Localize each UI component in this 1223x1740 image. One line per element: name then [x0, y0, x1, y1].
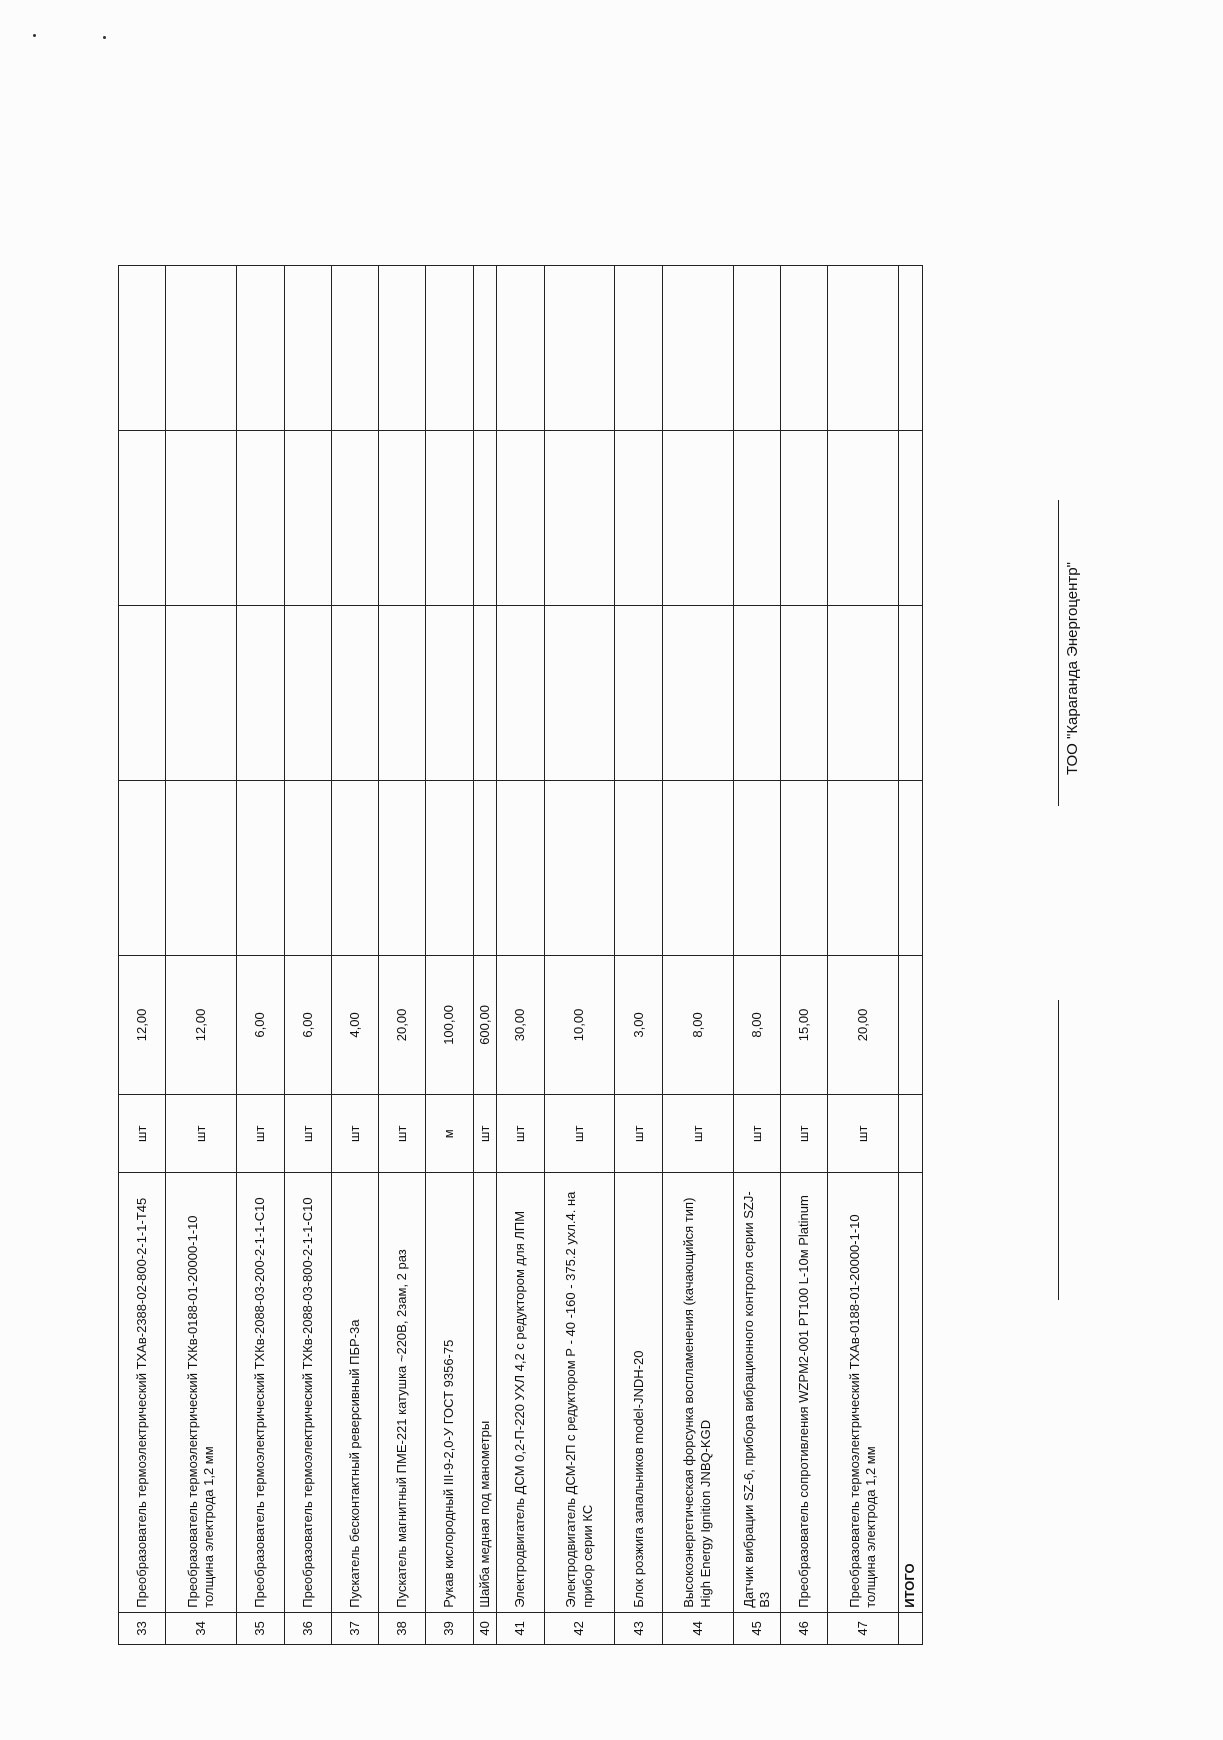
row-number: 39	[426, 1612, 473, 1644]
empty-cell	[497, 606, 544, 781]
row-number: 43	[615, 1612, 662, 1644]
empty-cell	[166, 266, 237, 431]
empty-cell	[426, 780, 473, 955]
empty-cell	[780, 606, 827, 781]
empty-cell	[662, 431, 733, 606]
empty-cell	[119, 606, 166, 781]
empty-cell	[284, 431, 331, 606]
empty-cell	[780, 266, 827, 431]
unit: шт	[237, 1095, 284, 1173]
row-number: 34	[166, 1612, 237, 1644]
empty-cell	[733, 431, 780, 606]
empty-cell	[379, 780, 426, 955]
signature-line	[1058, 500, 1059, 806]
unit: м	[426, 1095, 473, 1173]
table-row	[119, 266, 166, 1645]
empty-cell	[780, 431, 827, 606]
empty-cell	[497, 780, 544, 955]
empty-cell	[284, 780, 331, 955]
quantity: 12,00	[119, 955, 166, 1095]
row-number: 46	[780, 1612, 827, 1644]
total-label: ИТОГО	[899, 1173, 923, 1613]
item-name: Пускатель бесконтактный реверсивный ПБР-3а	[331, 1173, 378, 1613]
table-row	[662, 266, 733, 1645]
empty-cell	[733, 780, 780, 955]
empty-cell	[379, 606, 426, 781]
row-number: 40	[473, 1612, 497, 1644]
unit: шт	[733, 1095, 780, 1173]
quantity: 8,00	[662, 955, 733, 1095]
unit: шт	[331, 1095, 378, 1173]
empty-cell	[899, 606, 923, 781]
unit: шт	[615, 1095, 662, 1173]
quantity: 15,00	[780, 955, 827, 1095]
empty-cell	[662, 780, 733, 955]
empty-cell	[473, 606, 497, 781]
empty-cell	[379, 431, 426, 606]
item-name: Преобразователь термоэлектрический ТХКв-0188-01-20000-1-10 толщина электрода 1,2 мм	[166, 1173, 237, 1613]
row-number: 45	[733, 1612, 780, 1644]
empty-cell	[473, 266, 497, 431]
empty-cell	[426, 606, 473, 781]
empty-cell	[899, 431, 923, 606]
empty-cell	[615, 780, 662, 955]
empty-cell	[615, 606, 662, 781]
empty-cell	[379, 266, 426, 431]
unit: шт	[828, 1095, 899, 1173]
empty-cell	[828, 606, 899, 781]
rotated-table-block	[118, 265, 923, 1645]
item-name: Высокоэнергетическая форсунка воспламенения (качающийся тип) High Energy Ignition JNBQ-KGD	[662, 1173, 733, 1613]
item-name: Преобразователь сопротивления WZPM2-001 PT100 L-10м Platinum	[780, 1173, 827, 1613]
empty-cell	[733, 606, 780, 781]
row-number: 36	[284, 1612, 331, 1644]
row-number: 38	[379, 1612, 426, 1644]
empty-cell	[497, 431, 544, 606]
table-row	[828, 266, 899, 1645]
empty-cell	[662, 606, 733, 781]
empty-cell	[166, 780, 237, 955]
unit: шт	[166, 1095, 237, 1173]
empty-cell	[331, 431, 378, 606]
item-name: Датчик вибрации SZ-6, прибора вибрационного контроля серии SZJ-B3	[733, 1173, 780, 1613]
empty-cell	[662, 266, 733, 431]
empty-cell	[331, 780, 378, 955]
quantity: 10,00	[544, 955, 615, 1095]
item-name: Электродвигатель ДСМ 0,2-П-220 УХЛ 4,2 с редуктором для ЛПМ	[497, 1173, 544, 1613]
table-row	[284, 266, 331, 1645]
unit: шт	[379, 1095, 426, 1173]
empty-cell	[828, 780, 899, 955]
table-row	[426, 266, 473, 1645]
empty-cell	[828, 431, 899, 606]
total-row	[899, 266, 923, 1645]
unit: шт	[497, 1095, 544, 1173]
empty-cell	[473, 431, 497, 606]
empty-cell	[237, 266, 284, 431]
row-number: 42	[544, 1612, 615, 1644]
item-name: Рукав кислородный III-9-2,0-У ГОСТ 9356-75	[426, 1173, 473, 1613]
quantity: 8,00	[733, 955, 780, 1095]
item-name: Пускатель магнитный ПМЕ-221 катушка ~220В, 2зам, 2 раз	[379, 1173, 426, 1613]
empty-cell	[284, 606, 331, 781]
item-name: Электродвигатель ДСМ-2П с редуктором Р - 40 -160 - 375.2 ухл.4. на прибор серии КС	[544, 1173, 615, 1613]
empty-cell	[544, 431, 615, 606]
unit: шт	[780, 1095, 827, 1173]
table-row	[166, 266, 237, 1645]
empty-cell	[615, 431, 662, 606]
signature-line	[1058, 1000, 1059, 1300]
row-number	[899, 1612, 923, 1644]
empty-cell	[899, 266, 923, 431]
quantity: 600,00	[473, 955, 497, 1095]
item-name: Преобразователь термоэлектрический ТХАв-2388-02-800-2-1-1-Т45	[119, 1173, 166, 1613]
scan-speck	[33, 34, 36, 37]
table-row	[733, 266, 780, 1645]
table-row	[615, 266, 662, 1645]
empty-cell	[166, 431, 237, 606]
empty-cell	[497, 266, 544, 431]
table-row	[780, 266, 827, 1645]
organization-name: ТОО "Караганда Энергоцентр"	[1064, 562, 1081, 775]
item-name: Преобразователь термоэлектрический ТХКв-2088-03-200-2-1-1-С10	[237, 1173, 284, 1613]
empty-cell	[426, 266, 473, 431]
row-number: 41	[497, 1612, 544, 1644]
row-number: 33	[119, 1612, 166, 1644]
row-number: 35	[237, 1612, 284, 1644]
empty-cell	[284, 266, 331, 431]
quantity: 3,00	[615, 955, 662, 1095]
empty-cell	[544, 606, 615, 781]
empty-cell	[426, 431, 473, 606]
row-number: 47	[828, 1612, 899, 1644]
table-row	[237, 266, 284, 1645]
empty-cell	[237, 780, 284, 955]
unit: шт	[119, 1095, 166, 1173]
empty-cell	[615, 266, 662, 431]
quantity	[899, 955, 923, 1095]
scan-speck	[103, 36, 106, 39]
quantity: 100,00	[426, 955, 473, 1095]
item-name: Преобразователь термоэлектрический ТХАв-0188-01-20000-1-10 толщина электрода 1,2 мм	[828, 1173, 899, 1613]
empty-cell	[331, 266, 378, 431]
empty-cell	[331, 606, 378, 781]
signature-block	[1058, 500, 1098, 1300]
empty-cell	[237, 431, 284, 606]
table-row	[379, 266, 426, 1645]
unit: шт	[473, 1095, 497, 1173]
unit: шт	[662, 1095, 733, 1173]
table-row	[544, 266, 615, 1645]
row-number: 37	[331, 1612, 378, 1644]
empty-cell	[780, 780, 827, 955]
empty-cell	[119, 780, 166, 955]
table-body	[119, 266, 923, 1645]
empty-cell	[733, 266, 780, 431]
row-number: 44	[662, 1612, 733, 1644]
item-name: Блок розжига запальников model-JNDH-20	[615, 1173, 662, 1613]
empty-cell	[899, 780, 923, 955]
specification-table	[118, 265, 923, 1645]
empty-cell	[119, 266, 166, 431]
quantity: 12,00	[166, 955, 237, 1095]
unit: шт	[284, 1095, 331, 1173]
quantity: 20,00	[379, 955, 426, 1095]
empty-cell	[166, 606, 237, 781]
quantity: 4,00	[331, 955, 378, 1095]
empty-cell	[544, 266, 615, 431]
quantity: 6,00	[237, 955, 284, 1095]
table-row	[497, 266, 544, 1645]
empty-cell	[828, 266, 899, 431]
empty-cell	[119, 431, 166, 606]
quantity: 30,00	[497, 955, 544, 1095]
quantity: 6,00	[284, 955, 331, 1095]
quantity: 20,00	[828, 955, 899, 1095]
table-row	[331, 266, 378, 1645]
table-row	[473, 266, 497, 1645]
item-name: Преобразователь термоэлектрический ТХКв-2088-03-800-2-1-1-С10	[284, 1173, 331, 1613]
empty-cell	[237, 606, 284, 781]
empty-cell	[544, 780, 615, 955]
empty-cell	[473, 780, 497, 955]
item-name: Шайба медная под манометры	[473, 1173, 497, 1613]
unit: шт	[544, 1095, 615, 1173]
unit	[899, 1095, 923, 1173]
